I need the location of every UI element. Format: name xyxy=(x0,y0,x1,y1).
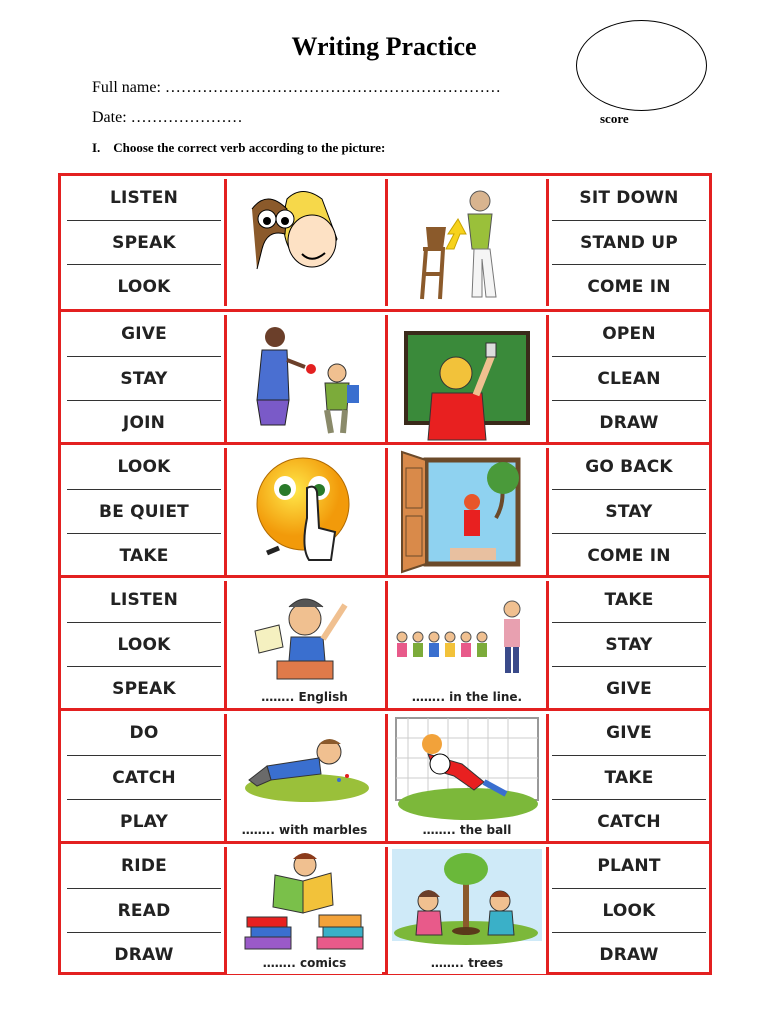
option-word: STAND UP xyxy=(552,220,706,264)
exercise-row xyxy=(61,575,709,708)
boy-speaking-english-icon xyxy=(224,581,382,708)
smiley-be-quiet-icon xyxy=(224,448,382,575)
right-options xyxy=(549,844,707,974)
goalkeeper-catch-ball-icon xyxy=(385,714,549,841)
left-options xyxy=(64,445,222,575)
picture-caption: …….. comics xyxy=(262,956,347,970)
option-word: DRAW xyxy=(552,932,706,976)
picture-caption: …….. trees xyxy=(430,956,504,970)
right-options xyxy=(549,578,707,708)
option-word: TAKE xyxy=(552,755,706,799)
instruction-number: I. xyxy=(92,140,101,155)
option-word: GIVE xyxy=(121,324,167,344)
exercise-row xyxy=(61,442,709,575)
left-options xyxy=(64,844,222,974)
exercise-row xyxy=(61,309,709,442)
option-word: SIT DOWN xyxy=(579,188,679,208)
option-word: READ xyxy=(67,888,221,932)
option-word: COME IN xyxy=(552,264,706,308)
option-word: BE QUIET xyxy=(67,489,221,533)
boy-standing-up-icon xyxy=(385,179,549,306)
option-word: LISTEN xyxy=(109,188,179,208)
option-word: GIVE xyxy=(552,666,706,710)
full-name-field: Full name: ……………………………………………………… xyxy=(92,79,501,96)
picture-caption: …….. English xyxy=(261,690,348,704)
option-word: CATCH xyxy=(552,799,706,843)
girl-listening-icon xyxy=(224,179,382,306)
right-options xyxy=(549,445,707,575)
option-word: TAKE xyxy=(604,590,654,610)
teacher-giving-apple-icon xyxy=(224,315,382,442)
option-word: LOOK xyxy=(117,457,171,477)
instruction-text: Choose the correct verb according to the picture: xyxy=(113,140,386,155)
left-options xyxy=(64,578,222,708)
option-word: SPEAK xyxy=(67,666,221,710)
option-word: DRAW xyxy=(67,932,221,976)
kids-planting-tree-icon xyxy=(385,847,549,974)
option-word: PLAY xyxy=(67,799,221,843)
boy-reading-comics-icon xyxy=(224,847,382,974)
exercise-row xyxy=(61,841,709,974)
option-word: STAY xyxy=(552,489,706,533)
option-word: DRAW xyxy=(552,400,706,444)
boy-playing-marbles-icon xyxy=(224,714,382,841)
option-word: COME IN xyxy=(552,533,706,577)
option-word: LOOK xyxy=(552,888,706,932)
exercise-grid xyxy=(58,173,712,975)
option-word: GO BACK xyxy=(585,457,673,477)
right-options xyxy=(549,312,707,442)
option-word: JOIN xyxy=(67,400,221,444)
exercise-row xyxy=(61,176,709,309)
kids-in-line-icon xyxy=(385,581,549,708)
picture-caption: …….. with marbles xyxy=(241,823,368,837)
score-label: score xyxy=(600,111,629,126)
option-word: SPEAK xyxy=(67,220,221,264)
worksheet-title: Writing Practice xyxy=(291,32,477,61)
option-word: CLEAN xyxy=(552,356,706,400)
option-word: CATCH xyxy=(67,755,221,799)
option-word: STAY xyxy=(67,356,221,400)
option-word: TAKE xyxy=(67,533,221,577)
left-options xyxy=(64,711,222,841)
option-word: OPEN xyxy=(602,324,656,344)
picture-caption: …….. in the line. xyxy=(411,690,523,704)
option-word: PLANT xyxy=(597,856,661,876)
option-word: LISTEN xyxy=(109,590,179,610)
exercise-row xyxy=(61,708,709,841)
option-word: GIVE xyxy=(606,723,652,743)
option-word: LOOK xyxy=(67,622,221,666)
option-word: RIDE xyxy=(121,856,167,876)
left-options xyxy=(64,312,222,442)
date-field: Date: ………………… xyxy=(92,109,243,126)
open-door-come-in-icon xyxy=(385,448,549,575)
right-options xyxy=(549,711,707,841)
option-word: STAY xyxy=(552,622,706,666)
score-oval xyxy=(576,20,707,111)
instruction xyxy=(92,140,385,156)
boy-cleaning-board-icon xyxy=(385,315,549,442)
right-options xyxy=(549,176,707,309)
option-word: DO xyxy=(129,723,159,743)
picture-caption: …….. the ball xyxy=(422,823,512,837)
option-word: LOOK xyxy=(67,264,221,308)
left-options xyxy=(64,176,222,309)
